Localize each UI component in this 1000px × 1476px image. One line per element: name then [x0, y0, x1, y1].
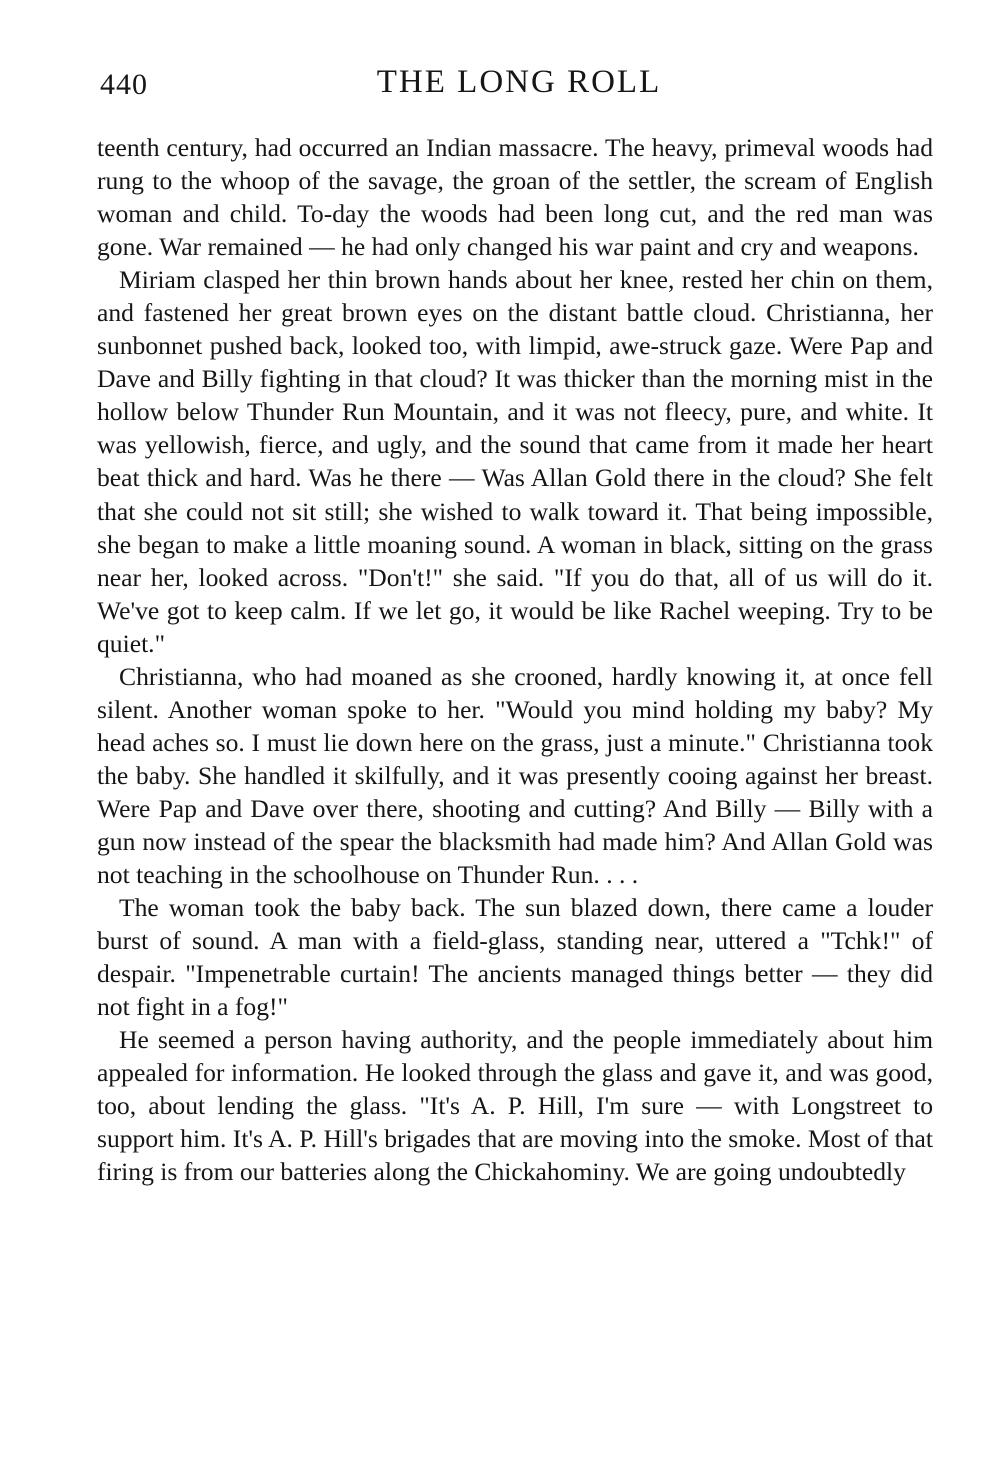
body-text: [97, 131, 933, 1189]
page-number: 440: [100, 68, 148, 101]
paragraph-4: The woman took the baby back. The sun blazed down, there came a louder burst of sound. A man with a field-glass, standing near, uttered a "Tchk!" of despair. "Impenetrable curtain! The ancients managed things better — they did not fight in a fog!": [97, 893, 933, 1022]
paragraph-1: teenth century, had occurred an Indian massacre. The heavy, primeval woods had rung to the whoop of the savage, the groan of the settler, the scream of English woman and child. To-day the woods had been long cut, and the red man was gone. War remained — he had only changed his war paint and cry and weapons.: [97, 133, 933, 262]
paragraph-3: Christianna, who had moaned as she crooned, hardly knowing it, at once fell silent. Another woman spoke to her. "Would you mind holding my baby? My head aches so. I must lie down here on the grass, just a minute." Christianna took the baby. She handled it skilfully, and it was presently cooing against her breast. Were Pap and Dave over there, shooting and cutting? And Billy — Billy with a gun now instead of the spear the blacksmith had made him? And Allan Gold was not teaching in the schoolhouse on Thunder Run. . . .: [97, 661, 933, 890]
paragraph-5: He seemed a person having authority, and the people immediately about him appealed for information. He looked through the glass and gave it, and was good, too, about lending the glass. "It's A. P. Hill, I'm sure — with Longstreet to support him. It's A. P. Hill's brigades that are moving into the smoke. Most of that firing is from our batteries along the Chickahominy. We are going undoubtedly: [97, 1025, 933, 1187]
running-title: THE LONG ROLL: [376, 64, 662, 100]
paragraph-2: Miriam clasped her thin brown hands about her knee, rested her chin on them, and fastened her great brown eyes on the distant battle cloud. Christianna, her sunbonnet pushed back, looked too, with limpid, awe-struck gaze. Were Pap and Dave and Billy fighting in that cloud? It was thicker than the morning mist in the hollow below Thunder Run Mountain, and it was not fleecy, pure, and white. It was yellowish, fierce, and ugly, and the sound that came from it made her heart beat thick and hard. Was he there — Was Allan Gold there in the cloud? She felt that she could not sit still; she wished to walk toward it. That being impossible, she began to make a little moaning sound. A woman in black, sitting on the grass near her, looked across. "Don't!" she said. "If you do that, all of us will do it. We've got to keep calm. If we let go, it would be like Rachel weeping. Try to be quiet.": [97, 265, 933, 658]
page-header: [96, 58, 934, 108]
